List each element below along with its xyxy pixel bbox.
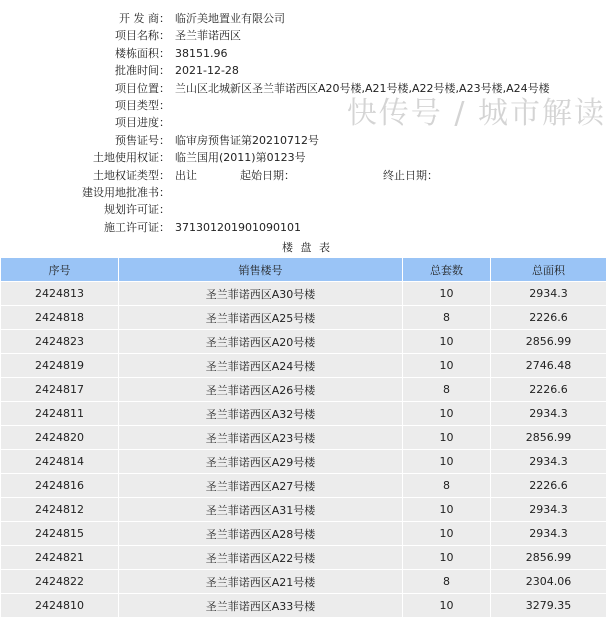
table-row [1, 282, 607, 306]
cell-area: 2934.3 [491, 282, 607, 306]
table-row [1, 330, 607, 354]
info-row [0, 219, 614, 236]
cell-building: 圣兰菲诺西区A23号楼 [119, 426, 403, 450]
col-header-id: 序号 [1, 258, 119, 282]
cell-building: 圣兰菲诺西区A31号楼 [119, 498, 403, 522]
cell-id: 2424814 [1, 450, 119, 474]
cell-units: 8 [403, 570, 491, 594]
cell-area: 2934.3 [491, 402, 607, 426]
cell-id: 2424811 [1, 402, 119, 426]
cell-units: 10 [403, 546, 491, 570]
info-value: 临沂美地置业有限公司 [175, 12, 285, 25]
info-row [0, 27, 614, 44]
watermark: 快传号 / 城市解读 [346, 96, 606, 131]
info-label: 预售证号： [115, 133, 170, 147]
table-header [1, 258, 607, 282]
cell-building: 圣兰菲诺西区A32号楼 [119, 402, 403, 426]
info-label: 建设用地批准书： [82, 185, 170, 199]
cell-units: 10 [403, 354, 491, 378]
table-row [1, 546, 607, 570]
cell-area: 2304.06 [491, 570, 607, 594]
table-row [1, 522, 607, 546]
cell-area: 2934.3 [491, 498, 607, 522]
cell-id: 2424818 [1, 306, 119, 330]
cell-id: 2424821 [1, 546, 119, 570]
cell-units: 10 [403, 330, 491, 354]
cell-area: 3279.35 [491, 594, 607, 618]
cell-units: 8 [403, 474, 491, 498]
info-label: 土地权证类型： [93, 168, 170, 182]
cell-building: 圣兰菲诺西区A21号楼 [119, 570, 403, 594]
info-label: 项目类型： [115, 98, 170, 112]
info-value: 临审房预售证第20210712号 [175, 133, 319, 147]
info-row [0, 62, 614, 79]
cell-units: 8 [403, 306, 491, 330]
cell-id: 2424815 [1, 522, 119, 546]
table-row [1, 378, 607, 402]
info-row [0, 149, 614, 166]
cell-building: 圣兰菲诺西区A24号楼 [119, 354, 403, 378]
cell-id: 2424812 [1, 498, 119, 522]
cell-id: 2424816 [1, 474, 119, 498]
cell-id: 2424822 [1, 570, 119, 594]
info-value: 兰山区北城新区圣兰菲诺西区A20号楼,A21号楼,A22号楼,A23号楼,A24号楼 [175, 81, 550, 95]
info-value: 371301201901090101 [175, 220, 301, 234]
cell-id: 2424820 [1, 426, 119, 450]
info-value: 38151.96 [175, 46, 228, 60]
table-caption: 楼 盘 表 [282, 241, 332, 254]
col-header-building: 销售楼号 [119, 258, 403, 282]
info-value: 临兰国用(2011)第0123号 [175, 151, 306, 165]
cell-building: 圣兰菲诺西区A30号楼 [119, 282, 403, 306]
table-row [1, 474, 607, 498]
info-row [0, 167, 614, 184]
cell-building: 圣兰菲诺西区A25号楼 [119, 306, 403, 330]
cell-building: 圣兰菲诺西区A26号楼 [119, 378, 403, 402]
cell-area: 2226.6 [491, 306, 607, 330]
info-label: 项目进度： [115, 116, 170, 130]
cell-units: 10 [403, 282, 491, 306]
cell-building: 圣兰菲诺西区A28号楼 [119, 522, 403, 546]
cell-units: 10 [403, 498, 491, 522]
cell-building: 圣兰菲诺西区A33号楼 [119, 594, 403, 618]
info-label: 开 发 商： [119, 12, 170, 25]
table-row [1, 426, 607, 450]
info-row [0, 201, 614, 218]
cell-building: 圣兰菲诺西区A27号楼 [119, 474, 403, 498]
cell-units: 8 [403, 378, 491, 402]
cell-id: 2424823 [1, 330, 119, 354]
cell-units: 10 [403, 402, 491, 426]
cell-id: 2424819 [1, 354, 119, 378]
cell-building: 圣兰菲诺西区A20号楼 [119, 330, 403, 354]
table-row [1, 306, 607, 330]
cell-area: 2746.48 [491, 354, 607, 378]
info-row [0, 45, 614, 62]
table-row [1, 354, 607, 378]
info-row [0, 10, 614, 27]
info-label: 施工许可证： [104, 220, 170, 234]
info-row [0, 184, 614, 201]
cell-id: 2424813 [1, 282, 119, 306]
cell-id: 2424817 [1, 378, 119, 402]
table-row [1, 594, 607, 618]
cell-building: 圣兰菲诺西区A29号楼 [119, 450, 403, 474]
cell-area: 2226.6 [491, 474, 607, 498]
cell-units: 10 [403, 450, 491, 474]
cell-units: 10 [403, 522, 491, 546]
building-table [0, 257, 607, 618]
col-header-area: 总面积 [491, 258, 607, 282]
table-row [1, 450, 607, 474]
info-value: 2021-12-28 [175, 64, 239, 78]
info-label: 项目名称： [115, 29, 170, 43]
info-value: 出让 [175, 168, 197, 182]
table-row [1, 402, 607, 426]
info-label: 批准时间： [115, 64, 170, 78]
info-label: 土地使用权证： [93, 151, 170, 165]
cell-area: 2934.3 [491, 450, 607, 474]
info-row [0, 132, 614, 149]
start-date-label: 起始日期： [240, 168, 295, 182]
cell-area: 2856.99 [491, 546, 607, 570]
cell-building: 圣兰菲诺西区A22号楼 [119, 546, 403, 570]
cell-units: 10 [403, 594, 491, 618]
info-label: 项目位置： [115, 81, 170, 95]
table-row [1, 498, 607, 522]
cell-area: 2856.99 [491, 426, 607, 450]
cell-units: 10 [403, 426, 491, 450]
table-row [1, 570, 607, 594]
col-header-units: 总套数 [403, 258, 491, 282]
end-date-label: 终止日期： [383, 168, 438, 182]
info-label: 规划许可证： [104, 203, 170, 217]
cell-area: 2856.99 [491, 330, 607, 354]
cell-id: 2424810 [1, 594, 119, 618]
info-value: 圣兰菲诺西区 [175, 29, 241, 43]
cell-area: 2226.6 [491, 378, 607, 402]
cell-area: 2934.3 [491, 522, 607, 546]
info-row [0, 80, 614, 97]
info-label: 楼栋面积： [115, 46, 170, 60]
